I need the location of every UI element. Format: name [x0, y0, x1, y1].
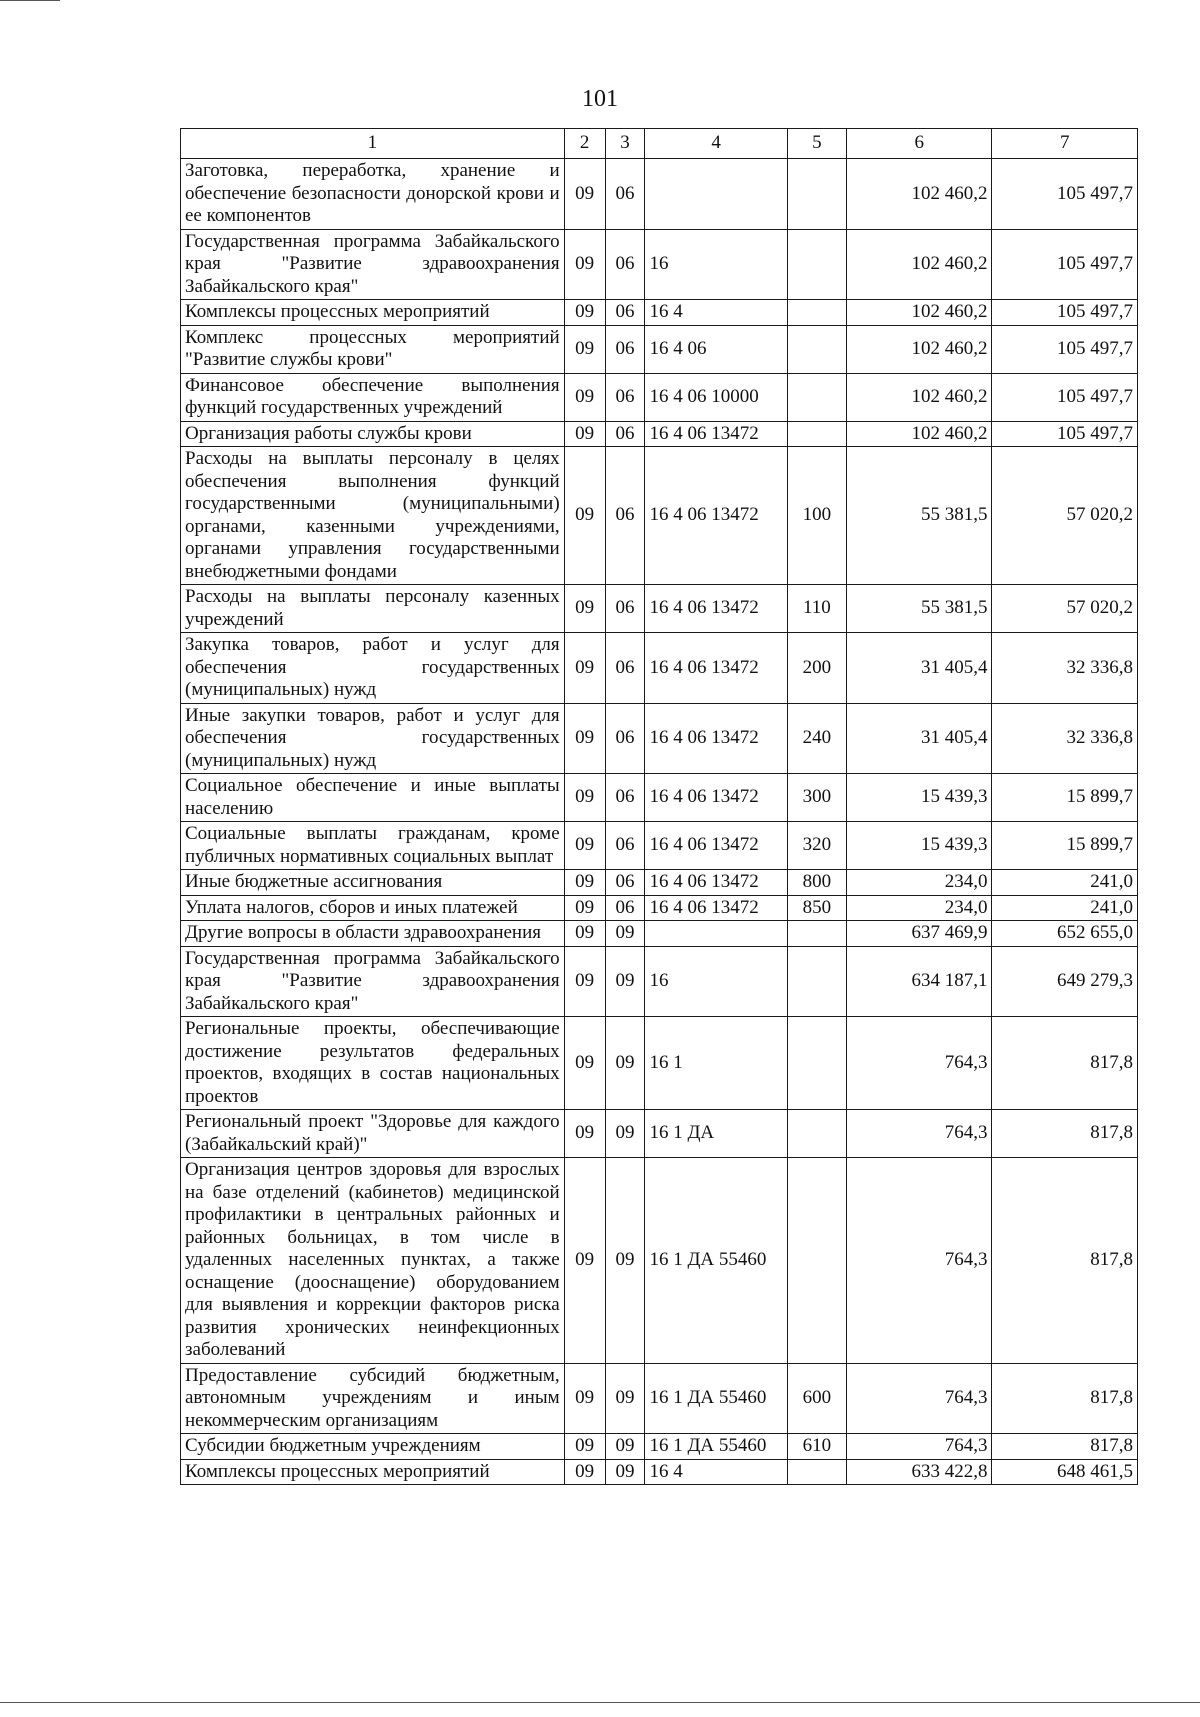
target-article-cell: 16 4 06 13472 [645, 822, 787, 870]
amount-year1-cell: 234,0 [846, 895, 991, 921]
amount-year2-cell: 105 497,7 [992, 229, 1138, 300]
table-row [181, 300, 1138, 326]
amount-year1-cell: 764,3 [846, 1110, 991, 1158]
table-row [181, 1459, 1138, 1485]
target-article-cell: 16 4 [645, 1459, 787, 1485]
expenditure-name-cell: Социальное обеспечение и иные выплаты населению [181, 774, 565, 822]
table-row [181, 1434, 1138, 1460]
expense-type-cell [787, 1017, 846, 1110]
amount-year2-cell: 57 020,2 [992, 447, 1138, 585]
subsection-code-cell: 06 [605, 447, 645, 585]
expense-type-cell [787, 921, 846, 947]
section-code-cell: 09 [564, 822, 605, 870]
section-code-cell: 09 [564, 1459, 605, 1485]
expenditure-name-cell: Закупка товаров, работ и услуг для обеспечения государственных (муниципальных) нужд [181, 633, 565, 704]
expense-type-cell [787, 373, 846, 421]
section-code-cell: 09 [564, 1434, 605, 1460]
target-article-cell: 16 4 06 13472 [645, 585, 787, 633]
section-code-cell: 09 [564, 300, 605, 326]
amount-year1-cell: 634 187,1 [846, 946, 991, 1017]
target-article-cell: 16 1 ДА 55460 [645, 1363, 787, 1434]
subsection-code-cell: 06 [605, 870, 645, 896]
amount-year1-cell: 102 460,2 [846, 300, 991, 326]
amount-year1-cell: 764,3 [846, 1017, 991, 1110]
section-code-cell: 09 [564, 325, 605, 373]
subsection-code-cell: 09 [605, 946, 645, 1017]
amount-year1-cell: 102 460,2 [846, 325, 991, 373]
expense-type-cell [787, 1110, 846, 1158]
section-code-cell: 09 [564, 703, 605, 774]
expense-type-cell [787, 1158, 846, 1364]
section-code-cell: 09 [564, 1110, 605, 1158]
amount-year1-cell: 764,3 [846, 1363, 991, 1434]
amount-year2-cell: 105 497,7 [992, 300, 1138, 326]
amount-year1-cell: 15 439,3 [846, 774, 991, 822]
expenditure-name-cell: Организация работы службы крови [181, 421, 565, 447]
page-number: 101 [582, 86, 618, 112]
subsection-code-cell: 06 [605, 421, 645, 447]
section-code-cell: 09 [564, 633, 605, 704]
amount-year1-cell: 102 460,2 [846, 373, 991, 421]
section-code-cell: 09 [564, 159, 605, 230]
expenditure-name-cell: Комплексы процессных мероприятий [181, 1459, 565, 1485]
amount-year1-cell: 764,3 [846, 1434, 991, 1460]
column-header: 4 [645, 129, 787, 159]
amount-year2-cell: 241,0 [992, 870, 1138, 896]
subsection-code-cell: 06 [605, 373, 645, 421]
target-article-cell: 16 1 ДА 55460 [645, 1434, 787, 1460]
table-row [181, 921, 1138, 947]
table-row [181, 421, 1138, 447]
amount-year2-cell: 32 336,8 [992, 633, 1138, 704]
table-row [181, 325, 1138, 373]
table-row [181, 585, 1138, 633]
amount-year2-cell: 817,8 [992, 1017, 1138, 1110]
section-code-cell: 09 [564, 1017, 605, 1110]
table-row [181, 159, 1138, 230]
scan-edge-line [0, 1702, 1200, 1703]
amount-year2-cell: 105 497,7 [992, 325, 1138, 373]
amount-year2-cell: 241,0 [992, 895, 1138, 921]
table-row [181, 373, 1138, 421]
column-header: 2 [564, 129, 605, 159]
expenditure-name-cell: Государственная программа Забайкальского края "Развитие здравоохранения Забайкальского края" [181, 946, 565, 1017]
table-row [181, 895, 1138, 921]
table-row [181, 447, 1138, 585]
target-article-cell: 16 4 06 13472 [645, 870, 787, 896]
expenditure-name-cell: Социальные выплаты гражданам, кроме публичных нормативных социальных выплат [181, 822, 565, 870]
section-code-cell: 09 [564, 895, 605, 921]
scan-edge-line [0, 0, 60, 1]
target-article-cell [645, 159, 787, 230]
table-row [181, 1110, 1138, 1158]
table-row [181, 229, 1138, 300]
amount-year2-cell: 32 336,8 [992, 703, 1138, 774]
amount-year2-cell: 648 461,5 [992, 1459, 1138, 1485]
amount-year2-cell: 817,8 [992, 1363, 1138, 1434]
amount-year1-cell: 102 460,2 [846, 229, 991, 300]
amount-year1-cell: 31 405,4 [846, 633, 991, 704]
expense-type-cell [787, 325, 846, 373]
expense-type-cell: 240 [787, 703, 846, 774]
amount-year1-cell: 55 381,5 [846, 447, 991, 585]
section-code-cell: 09 [564, 229, 605, 300]
subsection-code-cell: 06 [605, 159, 645, 230]
expenditure-name-cell: Предоставление субсидий бюджетным, автономным учреждениям и иным некоммерческим организациям [181, 1363, 565, 1434]
target-article-cell: 16 4 06 13472 [645, 447, 787, 585]
subsection-code-cell: 06 [605, 585, 645, 633]
amount-year1-cell: 31 405,4 [846, 703, 991, 774]
subsection-code-cell: 06 [605, 325, 645, 373]
expenditure-name-cell: Расходы на выплаты персоналу в целях обеспечения выполнения функций государственными (муниципальными) органами, казенными учреждениями, органами управления государственными внебюджетными фондами [181, 447, 565, 585]
section-code-cell: 09 [564, 1363, 605, 1434]
amount-year1-cell: 102 460,2 [846, 159, 991, 230]
amount-year2-cell: 57 020,2 [992, 585, 1138, 633]
section-code-cell: 09 [564, 946, 605, 1017]
expense-type-cell: 110 [787, 585, 846, 633]
target-article-cell: 16 4 06 13472 [645, 421, 787, 447]
amount-year1-cell: 102 460,2 [846, 421, 991, 447]
subsection-code-cell: 06 [605, 774, 645, 822]
expenditure-name-cell: Региональные проекты, обеспечивающие достижение результатов федеральных проектов, входящих в состав национальных проектов [181, 1017, 565, 1110]
expenditure-name-cell: Региональный проект "Здоровье для каждого (Забайкальский край)" [181, 1110, 565, 1158]
expenditure-name-cell: Комплекс процессных мероприятий "Развитие службы крови" [181, 325, 565, 373]
subsection-code-cell: 06 [605, 895, 645, 921]
section-code-cell: 09 [564, 774, 605, 822]
table-row [181, 703, 1138, 774]
expense-type-cell: 610 [787, 1434, 846, 1460]
section-code-cell: 09 [564, 373, 605, 421]
expenditure-name-cell: Уплата налогов, сборов и иных платежей [181, 895, 565, 921]
table-row [181, 1017, 1138, 1110]
expense-type-cell [787, 1459, 846, 1485]
column-header: 1 [181, 129, 565, 159]
amount-year1-cell: 633 422,8 [846, 1459, 991, 1485]
expense-type-cell [787, 229, 846, 300]
target-article-cell: 16 1 [645, 1017, 787, 1110]
table-body [181, 159, 1138, 1485]
subsection-code-cell: 09 [605, 1434, 645, 1460]
section-code-cell: 09 [564, 421, 605, 447]
section-code-cell: 09 [564, 921, 605, 947]
amount-year2-cell: 105 497,7 [992, 373, 1138, 421]
table-row [181, 774, 1138, 822]
subsection-code-cell: 09 [605, 1158, 645, 1364]
header-row [181, 129, 1138, 159]
expense-type-cell: 300 [787, 774, 846, 822]
expenditure-name-cell: Другие вопросы в области здравоохранения [181, 921, 565, 947]
amount-year2-cell: 15 899,7 [992, 774, 1138, 822]
target-article-cell: 16 4 [645, 300, 787, 326]
budget-table [180, 128, 1138, 1485]
amount-year2-cell: 15 899,7 [992, 822, 1138, 870]
target-article-cell: 16 4 06 10000 [645, 373, 787, 421]
amount-year2-cell: 105 497,7 [992, 421, 1138, 447]
target-article-cell: 16 4 06 13472 [645, 774, 787, 822]
table-row [181, 1158, 1138, 1364]
expenditure-name-cell: Комплексы процессных мероприятий [181, 300, 565, 326]
amount-year1-cell: 55 381,5 [846, 585, 991, 633]
amount-year2-cell: 105 497,7 [992, 159, 1138, 230]
expenditure-name-cell: Организация центров здоровья для взрослых на базе отделений (кабинетов) медицинской профилактики в центральных районных и районных больницах, в том числе в удаленных населенных пунктах, а также оснащение (дооснащение) оборудованием для выявления и коррекции факторов риска развития хронических неинфекционных заболеваний [181, 1158, 565, 1364]
subsection-code-cell: 09 [605, 1459, 645, 1485]
subsection-code-cell: 06 [605, 703, 645, 774]
amount-year1-cell: 15 439,3 [846, 822, 991, 870]
table-row [181, 946, 1138, 1017]
expense-type-cell [787, 159, 846, 230]
expenditure-name-cell: Иные закупки товаров, работ и услуг для обеспечения государственных (муниципальных) нужд [181, 703, 565, 774]
section-code-cell: 09 [564, 870, 605, 896]
expense-type-cell [787, 946, 846, 1017]
subsection-code-cell: 09 [605, 1017, 645, 1110]
expense-type-cell: 600 [787, 1363, 846, 1434]
column-header: 7 [992, 129, 1138, 159]
table-row [181, 633, 1138, 704]
amount-year2-cell: 817,8 [992, 1110, 1138, 1158]
table-row [181, 870, 1138, 896]
expense-type-cell [787, 421, 846, 447]
expenditure-name-cell: Иные бюджетные ассигнования [181, 870, 565, 896]
target-article-cell: 16 [645, 946, 787, 1017]
section-code-cell: 09 [564, 585, 605, 633]
target-article-cell: 16 4 06 13472 [645, 703, 787, 774]
subsection-code-cell: 06 [605, 300, 645, 326]
target-article-cell: 16 [645, 229, 787, 300]
expense-type-cell: 100 [787, 447, 846, 585]
expenditure-name-cell: Государственная программа Забайкальского края "Развитие здравоохранения Забайкальского края" [181, 229, 565, 300]
amount-year1-cell: 764,3 [846, 1158, 991, 1364]
amount-year2-cell: 817,8 [992, 1434, 1138, 1460]
target-article-cell [645, 921, 787, 947]
subsection-code-cell: 06 [605, 633, 645, 704]
subsection-code-cell: 06 [605, 229, 645, 300]
target-article-cell: 16 4 06 13472 [645, 633, 787, 704]
target-article-cell: 16 1 ДА 55460 [645, 1158, 787, 1364]
expenditure-name-cell: Финансовое обеспечение выполнения функций государственных учреждений [181, 373, 565, 421]
expense-type-cell: 320 [787, 822, 846, 870]
subsection-code-cell: 06 [605, 822, 645, 870]
amount-year2-cell: 649 279,3 [992, 946, 1138, 1017]
table-row [181, 822, 1138, 870]
amount-year2-cell: 817,8 [992, 1158, 1138, 1364]
amount-year1-cell: 234,0 [846, 870, 991, 896]
column-header: 5 [787, 129, 846, 159]
expenditure-name-cell: Расходы на выплаты персоналу казенных учреждений [181, 585, 565, 633]
column-header: 6 [846, 129, 991, 159]
target-article-cell: 16 1 ДА [645, 1110, 787, 1158]
subsection-code-cell: 09 [605, 1363, 645, 1434]
column-header: 3 [605, 129, 645, 159]
amount-year2-cell: 652 655,0 [992, 921, 1138, 947]
expense-type-cell: 850 [787, 895, 846, 921]
expense-type-cell: 800 [787, 870, 846, 896]
section-code-cell: 09 [564, 447, 605, 585]
subsection-code-cell: 09 [605, 921, 645, 947]
expenditure-name-cell: Заготовка, переработка, хранение и обеспечение безопасности донорской крови и ее компонентов [181, 159, 565, 230]
target-article-cell: 16 4 06 [645, 325, 787, 373]
subsection-code-cell: 09 [605, 1110, 645, 1158]
expense-type-cell: 200 [787, 633, 846, 704]
amount-year1-cell: 637 469,9 [846, 921, 991, 947]
target-article-cell: 16 4 06 13472 [645, 895, 787, 921]
section-code-cell: 09 [564, 1158, 605, 1364]
expense-type-cell [787, 300, 846, 326]
table-row [181, 1363, 1138, 1434]
expenditure-name-cell: Субсидии бюджетным учреждениям [181, 1434, 565, 1460]
